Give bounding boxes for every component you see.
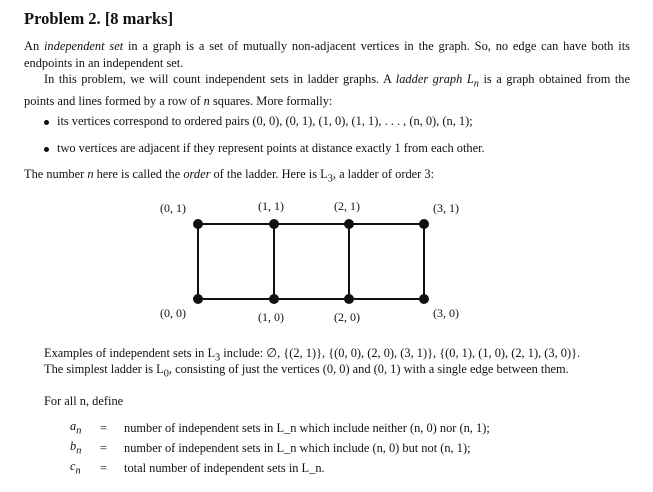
bullet-text: its vertices correspond to ordered pairs (0, 0), (0, 1), (1, 0), (1, 1), . . . , (n, 0), (n, 1); [57, 114, 473, 128]
equals-sign: = [100, 460, 107, 475]
subscript: 3 [215, 352, 221, 364]
term-ladder-graph: ladder graph L [395, 72, 474, 86]
vertex-0-1 [193, 219, 203, 229]
equals-sign: = [100, 420, 107, 435]
ladder-intro-paragraph [24, 71, 630, 109]
bullet-adjacency [44, 140, 624, 156]
bullet-text: two vertices are adjacent if they represent points at distance exactly 1 from each other. [57, 141, 485, 155]
symbol-letter: a [70, 419, 77, 434]
text-run: , a ladder of order 3: [332, 167, 435, 181]
label-3-0: (3, 0) [433, 306, 459, 320]
definition-paragraph [24, 38, 630, 71]
vertex-3-1 [419, 219, 429, 229]
text-run: In this problem, we will count independent sets in ladder graphs. A [44, 72, 396, 86]
definition-text: total number of independent sets in L_n. [124, 460, 325, 475]
text-run: here is called the [93, 167, 184, 181]
label-2-1: (2, 1) [334, 199, 360, 213]
subscript: n [75, 465, 81, 477]
vertex-3-0 [419, 294, 429, 304]
text-run: The simplest ladder is L [44, 362, 164, 376]
definition-row-a [70, 418, 490, 438]
subscript: n [76, 445, 82, 457]
definitions-table [70, 418, 490, 478]
problem-label: Problem 2. [24, 9, 101, 28]
label-2-0: (2, 0) [334, 310, 360, 324]
subscript: 0 [163, 368, 169, 380]
subscript: n [76, 425, 82, 437]
problem-marks: [8 marks] [104, 9, 174, 28]
vertex-1-1 [269, 219, 279, 229]
symbol-b [70, 438, 100, 458]
label-0-1: (0, 1) [160, 201, 186, 215]
text-run: An [24, 39, 44, 53]
variable-n: n [203, 93, 210, 108]
vertex-2-0 [344, 294, 354, 304]
text-run: Examples of independent sets in L [44, 346, 216, 360]
problem-title [24, 9, 173, 29]
vertex-0-0 [193, 294, 203, 304]
ladder-graph-l3 [150, 192, 490, 332]
definition-row-b [70, 438, 490, 458]
text-run: of the ladder. Here is L [210, 167, 328, 181]
vertex-2-1 [344, 219, 354, 229]
subscript: 3 [327, 173, 333, 185]
label-1-0: (1, 0) [258, 310, 284, 324]
text-run: is a graph obtained from the points and lines formed by a row of [24, 72, 631, 108]
variable-n: n [87, 167, 94, 181]
vertex-1-0 [269, 294, 279, 304]
equals-sign: = [100, 440, 107, 455]
text-run: in a graph is a set of mutually non-adjacent vertices in the graph. So, no edge can have both its endpoints in an independent set. [24, 39, 630, 70]
term-independent-set: independent set [43, 39, 124, 53]
forall-line: For all n, define [44, 394, 124, 408]
bullet-vertices [44, 113, 624, 129]
definition-text: number of independent sets in L_n which include (n, 0) but not (n, 1); [124, 440, 471, 455]
text-run: , consisting of just the vertices (0, 0) and (0, 1) with a single edge between them. [168, 362, 569, 376]
label-3-1: (3, 1) [433, 201, 459, 215]
definition-text: number of independent sets in L_n which include neither (n, 0) nor (n, 1); [124, 420, 490, 435]
symbol-a [70, 418, 100, 438]
term-order: order [183, 167, 211, 181]
definition-row-c [70, 458, 490, 478]
label-1-1: (1, 1) [258, 199, 284, 213]
bullet-icon [44, 120, 49, 125]
order-paragraph [24, 166, 630, 188]
simplest-ladder-paragraph [24, 361, 630, 383]
subscript: n [473, 78, 479, 90]
bullet-icon [44, 147, 49, 152]
label-0-0: (0, 0) [160, 306, 186, 320]
text-run: squares. More formally: [209, 93, 333, 108]
symbol-c [70, 458, 100, 478]
symbol-letter: c [70, 459, 76, 474]
text-run: The number [24, 167, 88, 181]
text-run: include: ∅, {(2, 1)}, {(0, 0), (2, 0), (3, 1)}, {(0, 1), (1, 0), (2, 1), (3, 0)}. [220, 346, 581, 360]
symbol-letter: b [70, 439, 77, 454]
